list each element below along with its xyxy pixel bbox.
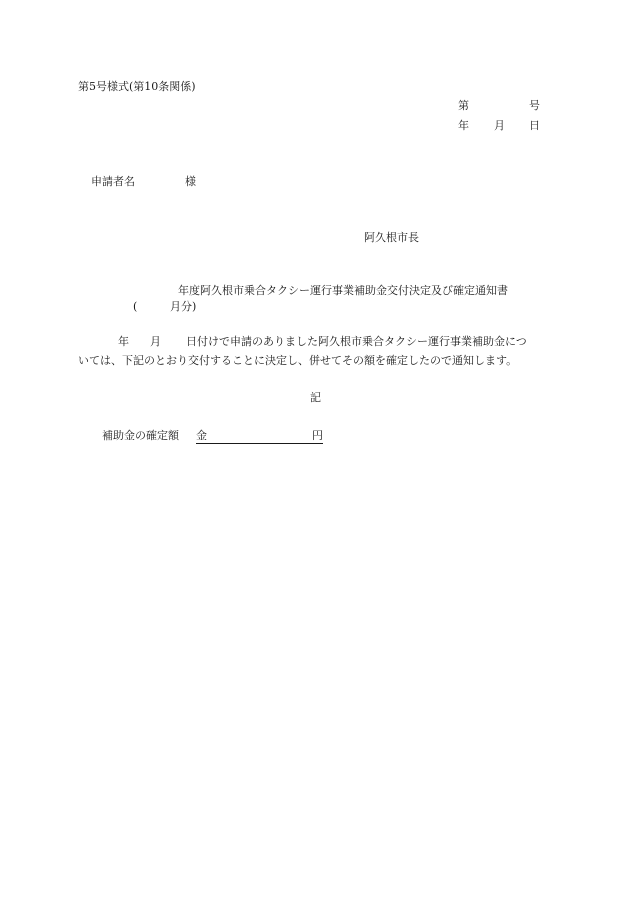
- title-month-part: 月分): [170, 300, 197, 313]
- amount-field: [196, 429, 323, 444]
- ki-heading: 記: [310, 391, 321, 404]
- issuer-name: 阿久根市長: [364, 231, 419, 244]
- amount-suffix: 円: [312, 429, 323, 442]
- doc-number-suffix: 号: [529, 99, 540, 112]
- body-month-label: 月: [150, 335, 161, 348]
- document-title: 年度阿久根市乗合タクシー運行事業補助金交付決定及び確定通知書: [178, 284, 508, 297]
- amount-label: 補助金の確定額: [102, 429, 179, 442]
- date-day-label: 日: [529, 119, 540, 132]
- applicant-name-label: 申請者名: [91, 175, 135, 188]
- body-text-line1: 日付けで申請のありました阿久根市乗合タクシー運行事業補助金につ: [186, 335, 527, 348]
- date-month-label: 月: [494, 119, 505, 132]
- form-number: 第5号様式(第10条関係): [78, 80, 196, 93]
- body-year-label: 年: [118, 335, 129, 348]
- date-year-label: 年: [458, 119, 469, 132]
- body-text-line2: いては、下記のとおり交付することに決定し、併せてその額を確定したので通知します。: [78, 354, 518, 367]
- title-paren-open: (: [133, 300, 138, 313]
- applicant-honorific: 様: [185, 175, 196, 188]
- doc-number-prefix: 第: [458, 99, 469, 112]
- amount-prefix: 金: [196, 429, 207, 442]
